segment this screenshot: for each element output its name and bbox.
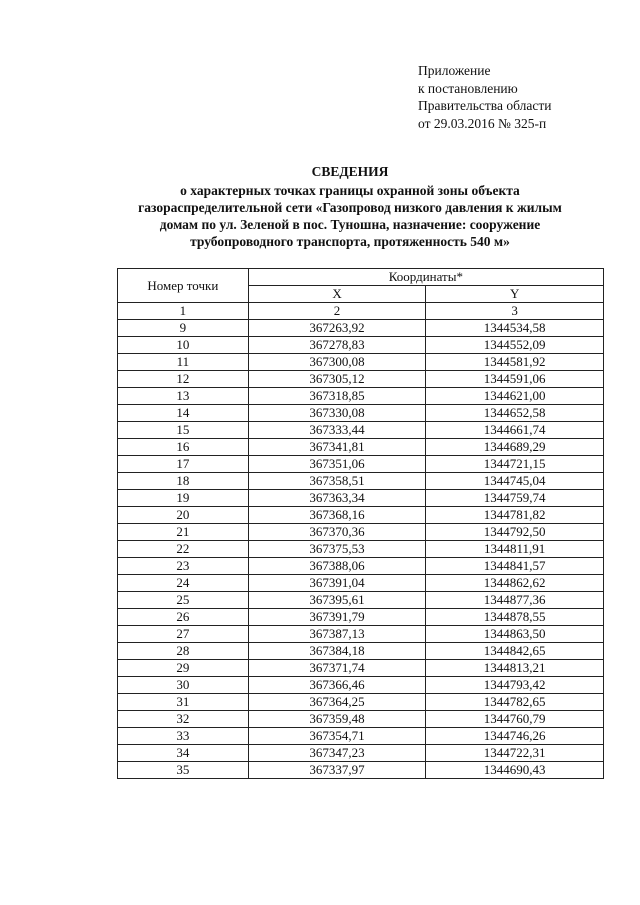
table-row — [118, 473, 604, 490]
column-number: 1 — [118, 303, 249, 320]
point-number-cell: 9 — [118, 320, 249, 337]
y-coordinate-cell: 1344534,58 — [426, 320, 604, 337]
appendix-line: к постановлению — [418, 80, 518, 96]
table-row — [118, 439, 604, 456]
x-coordinate-cell: 367391,79 — [248, 609, 426, 626]
x-coordinate-cell: 367351,06 — [248, 456, 426, 473]
header-coordinates: Координаты* — [248, 269, 603, 286]
y-coordinate-cell: 1344690,43 — [426, 762, 604, 779]
table-row — [118, 711, 604, 728]
y-coordinate-cell: 1344878,55 — [426, 609, 604, 626]
table-row — [118, 388, 604, 405]
point-number-cell: 17 — [118, 456, 249, 473]
x-coordinate-cell: 367278,83 — [248, 337, 426, 354]
point-number-cell: 22 — [118, 541, 249, 558]
heading-line: о характерных точках границы охранной зоны объекта — [180, 183, 520, 198]
table-row — [118, 524, 604, 541]
y-coordinate-cell: 1344661,74 — [426, 422, 604, 439]
x-coordinate-cell: 367354,71 — [248, 728, 426, 745]
y-coordinate-cell: 1344552,09 — [426, 337, 604, 354]
x-coordinate-cell: 367366,46 — [248, 677, 426, 694]
table-row — [118, 575, 604, 592]
y-coordinate-cell: 1344813,21 — [426, 660, 604, 677]
y-coordinate-cell: 1344746,26 — [426, 728, 604, 745]
point-number-cell: 13 — [118, 388, 249, 405]
x-coordinate-cell: 367371,74 — [248, 660, 426, 677]
table-row — [118, 320, 604, 337]
y-coordinate-cell: 1344781,82 — [426, 507, 604, 524]
table-row — [118, 592, 604, 609]
table-row — [118, 609, 604, 626]
x-coordinate-cell: 367387,13 — [248, 626, 426, 643]
table-row — [118, 677, 604, 694]
heading-line: домам по ул. Зеленой в пос. Туношна, назначение: сооружение — [159, 217, 541, 232]
document-heading — [60, 163, 640, 250]
y-coordinate-cell: 1344652,58 — [426, 405, 604, 422]
heading-line: газораспределительной сети «Газопровод низкого давления к жилым — [138, 200, 562, 215]
point-number-cell: 34 — [118, 745, 249, 762]
point-number-cell: 15 — [118, 422, 249, 439]
appendix-line: Правительства области — [418, 98, 552, 113]
y-coordinate-cell: 1344793,42 — [426, 677, 604, 694]
x-coordinate-cell: 367305,12 — [248, 371, 426, 388]
y-coordinate-cell: 1344581,92 — [426, 354, 604, 371]
y-coordinate-cell: 1344745,04 — [426, 473, 604, 490]
x-coordinate-cell: 367368,16 — [248, 507, 426, 524]
table-row — [118, 626, 604, 643]
table-row — [118, 371, 604, 388]
table-row — [118, 337, 604, 354]
table-row — [118, 660, 604, 677]
point-number-cell: 31 — [118, 694, 249, 711]
y-coordinate-cell: 1344759,74 — [426, 490, 604, 507]
table-row — [118, 762, 604, 779]
y-coordinate-cell: 1344621,00 — [426, 388, 604, 405]
table-row — [118, 490, 604, 507]
column-number: 3 — [426, 303, 604, 320]
header-point-number: Номер точки — [118, 269, 249, 303]
y-coordinate-cell: 1344722,31 — [426, 745, 604, 762]
x-coordinate-cell: 367318,85 — [248, 388, 426, 405]
x-coordinate-cell: 367364,25 — [248, 694, 426, 711]
x-coordinate-cell: 367391,04 — [248, 575, 426, 592]
table-row — [118, 745, 604, 762]
y-coordinate-cell: 1344841,57 — [426, 558, 604, 575]
x-coordinate-cell: 367370,36 — [248, 524, 426, 541]
x-coordinate-cell: 367395,61 — [248, 592, 426, 609]
y-coordinate-cell: 1344689,29 — [426, 439, 604, 456]
table-row — [118, 456, 604, 473]
column-number: 2 — [248, 303, 426, 320]
point-number-cell: 35 — [118, 762, 249, 779]
y-coordinate-cell: 1344782,65 — [426, 694, 604, 711]
appendix-block — [418, 62, 551, 132]
appendix-line: от 29.03.2016 № 325-п — [418, 115, 547, 131]
y-coordinate-cell: 1344760,79 — [426, 711, 604, 728]
x-coordinate-cell: 367337,97 — [248, 762, 426, 779]
point-number-cell: 24 — [118, 575, 249, 592]
x-coordinate-cell: 367347,23 — [248, 745, 426, 762]
table-row — [118, 354, 604, 371]
point-number-cell: 32 — [118, 711, 249, 728]
point-number-cell: 29 — [118, 660, 249, 677]
header-x: X — [248, 286, 426, 303]
heading-line: трубопроводного транспорта, протяженность 540 м» — [190, 234, 510, 249]
y-coordinate-cell: 1344721,15 — [426, 456, 604, 473]
table-row — [118, 507, 604, 524]
x-coordinate-cell: 367333,44 — [248, 422, 426, 439]
x-coordinate-cell: 367330,08 — [248, 405, 426, 422]
point-number-cell: 25 — [118, 592, 249, 609]
y-coordinate-cell: 1344877,36 — [426, 592, 604, 609]
point-number-cell: 19 — [118, 490, 249, 507]
y-coordinate-cell: 1344591,06 — [426, 371, 604, 388]
column-number-row — [118, 303, 604, 320]
x-coordinate-cell: 367341,81 — [248, 439, 426, 456]
x-coordinate-cell: 367388,06 — [248, 558, 426, 575]
table-header-row — [118, 269, 604, 286]
table-row — [118, 643, 604, 660]
x-coordinate-cell: 367358,51 — [248, 473, 426, 490]
point-number-cell: 28 — [118, 643, 249, 660]
point-number-cell: 33 — [118, 728, 249, 745]
point-number-cell: 16 — [118, 439, 249, 456]
x-coordinate-cell: 367300,08 — [248, 354, 426, 371]
coordinates-table — [117, 268, 604, 779]
point-number-cell: 21 — [118, 524, 249, 541]
document-title: СВЕДЕНИЯ — [311, 164, 389, 179]
point-number-cell: 23 — [118, 558, 249, 575]
x-coordinate-cell: 367263,92 — [248, 320, 426, 337]
y-coordinate-cell: 1344842,65 — [426, 643, 604, 660]
y-coordinate-cell: 1344811,91 — [426, 541, 604, 558]
y-coordinate-cell: 1344863,50 — [426, 626, 604, 643]
point-number-cell: 11 — [118, 354, 249, 371]
x-coordinate-cell: 367384,18 — [248, 643, 426, 660]
point-number-cell: 10 — [118, 337, 249, 354]
point-number-cell: 18 — [118, 473, 249, 490]
y-coordinate-cell: 1344792,50 — [426, 524, 604, 541]
x-coordinate-cell: 367359,48 — [248, 711, 426, 728]
table-row — [118, 422, 604, 439]
point-number-cell: 20 — [118, 507, 249, 524]
table-row — [118, 558, 604, 575]
point-number-cell: 26 — [118, 609, 249, 626]
point-number-cell: 30 — [118, 677, 249, 694]
x-coordinate-cell: 367363,34 — [248, 490, 426, 507]
table-row — [118, 405, 604, 422]
x-coordinate-cell: 367375,53 — [248, 541, 426, 558]
appendix-line: Приложение — [418, 63, 491, 78]
point-number-cell: 14 — [118, 405, 249, 422]
point-number-cell: 12 — [118, 371, 249, 388]
table-row — [118, 694, 604, 711]
header-y: Y — [426, 286, 604, 303]
table-row — [118, 541, 604, 558]
point-number-cell: 27 — [118, 626, 249, 643]
table-row — [118, 728, 604, 745]
y-coordinate-cell: 1344862,62 — [426, 575, 604, 592]
